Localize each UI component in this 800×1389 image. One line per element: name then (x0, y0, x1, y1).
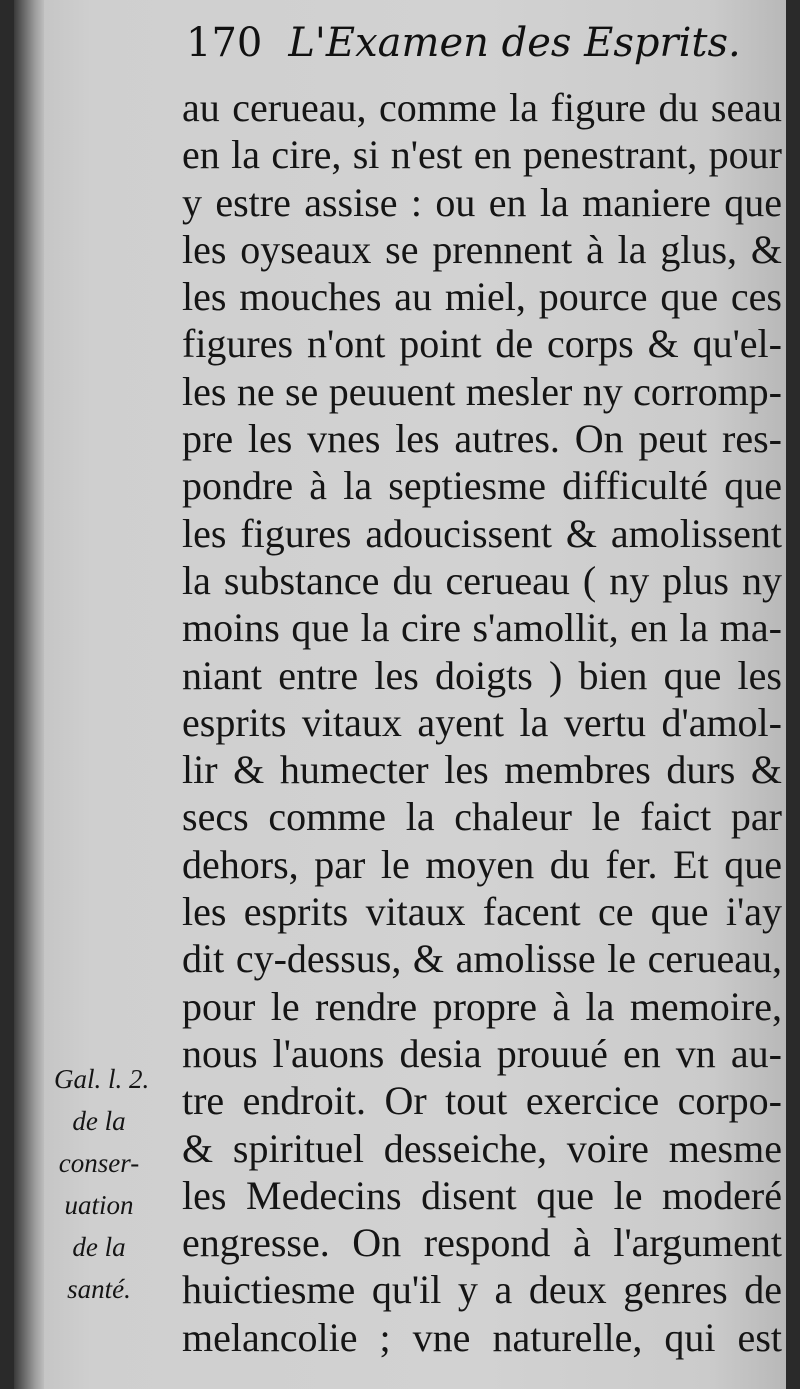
text-line: esprits vitaux ayent la vertu d'amol- (182, 699, 782, 745)
text-line: en la cire, si n'est en penestrant, pour (182, 132, 782, 178)
text-line: melancolie ; vne naturelle, qui est (182, 1314, 782, 1360)
page-number: 170 (186, 20, 263, 66)
running-header (186, 20, 746, 82)
running-title: L'Examen des Esprits. (288, 20, 741, 66)
book-page (14, 0, 786, 1389)
text-line: huictiesme qu'il y a deux genres de (182, 1267, 782, 1313)
text-line: les ne se peuuent mesler ny corromp- (182, 368, 782, 414)
body-text (182, 84, 782, 1361)
text-line: pour le rendre propre à la memoire, (182, 983, 782, 1029)
margin-note-line: de la (72, 1232, 126, 1262)
text-line: & spirituel desseiche, voire mesme (182, 1125, 782, 1171)
text-line: nous l'auons desia prouué en vn au- (182, 1030, 782, 1076)
text-line: au cerueau, comme la figure du seau (182, 85, 782, 130)
text-line: engresse. On respond à l'argument (182, 1220, 782, 1266)
text-line: les figures adoucissent & amolissent (182, 510, 782, 556)
text-line: les Medecins disent que le moderé (182, 1172, 782, 1218)
text-line: pondre à la septiesme difficulté que (182, 463, 782, 509)
text-line: moins que la cire s'amollit, en la ma- (182, 605, 782, 651)
margin-note-line: conser- (58, 1148, 140, 1178)
text-line: secs comme la chaleur le faict par (182, 794, 782, 840)
margin-note-line: santé. (67, 1274, 131, 1304)
text-line: pre les vnes les autres. On peut res- (182, 416, 782, 462)
text-line: niant entre les doigts ) bien que les (182, 652, 782, 698)
text-line: les oyseaux se prennent à la glus, & (182, 226, 782, 272)
page-gutter-shadow (14, 0, 44, 1389)
text-line: les esprits vitaux facent ce que i'ay (182, 889, 782, 935)
text-line: la substance du cerueau ( ny plus ny (182, 557, 782, 603)
margin-note-line: de la (72, 1106, 126, 1136)
margin-note-line: Gal. l. 2. (54, 1064, 150, 1094)
margin-note (54, 1058, 150, 1310)
margin-note-line: uation (64, 1190, 134, 1220)
text-line: figures n'ont point de corps & qu'el- (182, 321, 782, 367)
text-line: les mouches au miel, pource que ces (182, 274, 782, 320)
text-line: tre endroit. Or tout exercice corpo- (182, 1078, 782, 1124)
text-line: y estre assise : ou en la maniere que (182, 179, 782, 225)
text-line: dehors, par le moyen du fer. Et que (182, 841, 782, 887)
text-line: lir & humecter les membres durs & (182, 747, 782, 793)
text-line: dit cy-dessus, & amolisse le cerueau, (182, 936, 782, 982)
